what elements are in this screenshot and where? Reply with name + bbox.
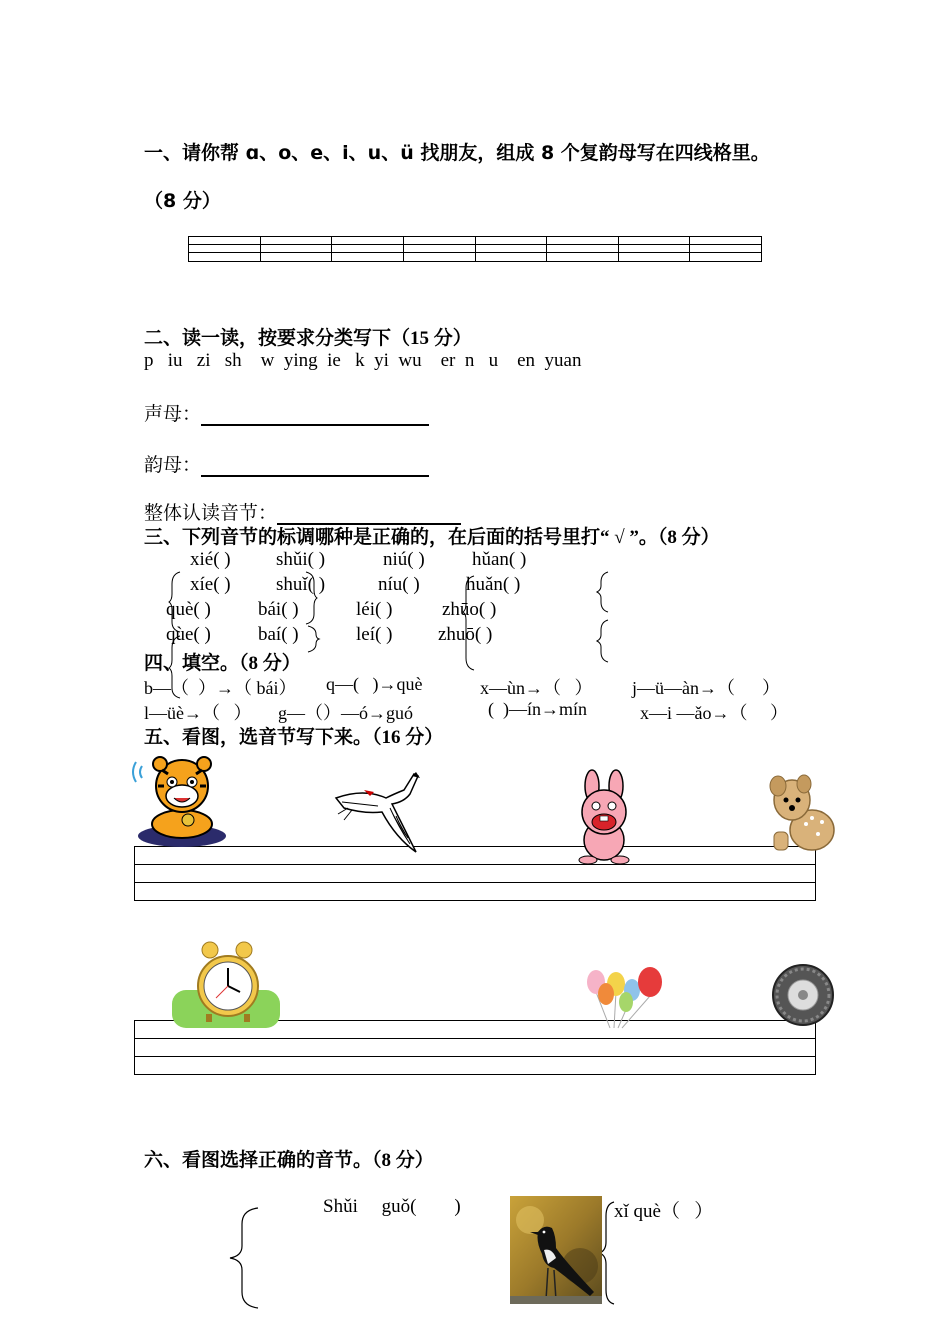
q3-r2c2[interactable]: shuǐ( )	[276, 574, 326, 595]
q4-l1c1[interactable]: b—（ ）→（ bái）	[144, 678, 297, 698]
q6-option-1[interactable]: Shǔi guǒ( )	[323, 1196, 461, 1217]
q1-title: 一、请你帮 ɑ、o、e、i、u、ü 找朋友，组成 8 个复韵母写在四线格里。	[144, 142, 770, 164]
magpie-photo	[510, 1196, 602, 1304]
q5-title: 五、看图，选音节写下来。（16 分）	[144, 727, 444, 748]
q4-title: 四、填空。（8 分）	[144, 653, 301, 674]
q4-l2c4[interactable]: x—i —ǎo→（ ）	[640, 703, 788, 723]
shengmu-answer-line[interactable]	[201, 404, 429, 426]
balloons-icon	[580, 966, 666, 1032]
q4-l2c2[interactable]: g—（）—ó→guó	[278, 703, 413, 723]
brace-icon	[462, 574, 476, 674]
brace-icon	[306, 624, 320, 654]
q3-r2c3[interactable]: níu( )	[378, 574, 420, 595]
four-line-grid[interactable]	[188, 236, 762, 262]
q3-r3c3[interactable]: léi( )	[356, 599, 393, 620]
answer-line[interactable]	[232, 846, 336, 847]
q4-l2c1[interactable]: l—üè→（ ）	[144, 703, 252, 723]
q4-l1c2[interactable]: q—( )→què	[326, 674, 423, 694]
q2-title: 二、读一读，按要求分类写下（15 分）	[144, 328, 472, 349]
q3-r2c1[interactable]: xíe( )	[190, 574, 231, 595]
q3-r4c4[interactable]: zhuō( )	[438, 624, 493, 645]
q3-r2c4[interactable]: huǎn( )	[466, 574, 521, 595]
brace-icon	[596, 618, 610, 664]
q3-r3c4[interactable]: zhūo( )	[442, 599, 497, 620]
q3-r3c1[interactable]: què( )	[166, 599, 211, 620]
zhengti-row	[144, 498, 461, 525]
q1-score: （8 分）	[144, 190, 221, 212]
q3-r1c1[interactable]: xié( )	[190, 549, 231, 570]
yunmu-label: 韵母：	[144, 455, 202, 476]
answer-line[interactable]	[288, 1020, 578, 1021]
yunmu-row	[144, 450, 429, 477]
q3-r4c2[interactable]: baí( )	[258, 624, 299, 645]
zhengti-label: 整体认读音节：	[144, 503, 278, 524]
shengmu-row	[144, 399, 429, 426]
answer-line[interactable]	[644, 846, 768, 847]
q3-title: 三、下列音节的标调哪种是正确的，在后面的括号里打“ √ ”。（8 分）	[144, 527, 720, 548]
writing-grid-1[interactable]	[134, 846, 816, 901]
q3-r1c3[interactable]: niú( )	[383, 549, 425, 570]
dog-icon	[766, 774, 838, 854]
tire-icon	[770, 962, 836, 1028]
answer-line[interactable]	[666, 1020, 754, 1021]
q3-r1c4[interactable]: hǔan( )	[472, 549, 527, 570]
tiger-icon	[128, 752, 232, 848]
shengmu-label: 声母：	[144, 404, 202, 425]
brace-icon	[228, 1206, 262, 1310]
q3-r4c1[interactable]: qùe( )	[166, 624, 211, 645]
q4-l1c4[interactable]: j—ü—àn→（ ）	[632, 678, 780, 698]
brace-icon	[596, 570, 610, 614]
alarm-clock-icon	[168, 942, 284, 1032]
q3-r4c3[interactable]: leí( )	[356, 624, 393, 645]
q3-r1c2[interactable]: shǔi( )	[276, 549, 326, 570]
q6-title: 六、看图选择正确的音节。（8 分）	[144, 1150, 434, 1171]
rabbit-icon	[566, 770, 642, 866]
q2-syllables: p iu zi sh w ying ie k yi wu er n u en yuan	[144, 350, 582, 371]
q4-l2c3[interactable]: ( )—ín→mín	[488, 699, 587, 719]
yunmu-answer-line[interactable]	[201, 455, 429, 477]
crane-icon	[334, 768, 424, 856]
q3-r3c2[interactable]: bái( )	[258, 599, 299, 620]
answer-line[interactable]	[424, 846, 572, 847]
q4-l1c3[interactable]: x—ùn→（ ）	[480, 678, 593, 698]
q6-option-2[interactable]: xǐ què（ ）	[614, 1201, 714, 1222]
